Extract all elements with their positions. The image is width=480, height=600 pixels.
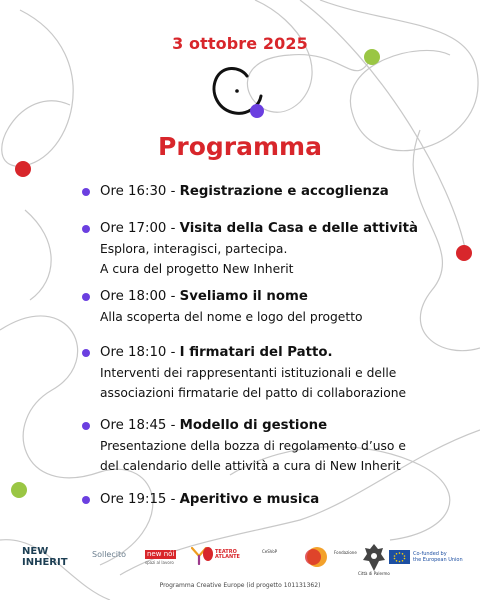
new-noi-logo-subtext: spazi al lavoro [145, 560, 174, 565]
eu-flag-icon [389, 550, 410, 564]
program-item-heading [100, 219, 422, 239]
program-time: Ore 18:45 [100, 418, 167, 433]
program-description-line: Interventi dei rappresentanti istituzionali e delle [100, 366, 397, 380]
teatro-figure-icon [203, 547, 213, 561]
program-description-line: Esplora, interagisci, partecipa. [100, 242, 288, 256]
open-circle-with-dot-icon [203, 61, 271, 123]
teatro-atlante-logo [215, 550, 240, 560]
program-time: Ore 18:10 [100, 345, 167, 360]
program-item-heading [100, 343, 422, 363]
program-separator: - [170, 492, 180, 507]
program-item [82, 416, 422, 476]
program-title: Sveliamo il nome [179, 289, 308, 304]
fondazione-logo: Fondazione [334, 550, 357, 555]
program-time: Ore 19:15 [100, 492, 167, 507]
program-description-line: associazioni firmatarie del patto di collaborazione [100, 386, 407, 400]
program-item [82, 219, 422, 279]
teatro-atlante-logo-line2: ATLANTE [215, 554, 240, 560]
program-description-line: Alla scoperta del nome e logo del progetto [100, 310, 363, 324]
program-item [82, 343, 422, 403]
sun-logo-icon [305, 545, 329, 569]
cesvop-logo: CeSVoP [262, 549, 278, 554]
program-item [82, 182, 422, 202]
decor-dot-green-bottom [11, 482, 27, 498]
program-time: Ore 17:00 [100, 221, 167, 236]
program-description-line: del calendario delle attività a cura di New Inherit [100, 459, 401, 473]
decor-dot-red-right [456, 245, 472, 261]
bullet-icon [82, 225, 90, 233]
bullet-icon [82, 422, 90, 430]
program-title: Modello di gestione [179, 418, 328, 433]
program-item-heading [100, 182, 422, 202]
program-time: Ore 18:00 [100, 289, 167, 304]
bullet-icon [82, 496, 90, 504]
program-separator: - [170, 345, 180, 360]
program-title: Registrazione e accoglienza [179, 184, 389, 199]
program-separator: - [170, 221, 180, 236]
palermo-logo-text: Città di Palermo [358, 571, 390, 576]
program-item-heading [100, 490, 422, 510]
program-description-line: Presentazione della bozza di regolamento d’uso e [100, 439, 406, 453]
eu-logo-line2: the European Union [413, 557, 463, 563]
program-description-line: A cura del progetto New Inherit [100, 262, 294, 276]
footer-project-id: Programma Creative Europe (id progetto 101131362) [159, 582, 321, 589]
new-inherit-logo-line1: NEW [22, 546, 49, 557]
program-item [82, 490, 422, 510]
program-item [82, 287, 422, 327]
bullet-icon [82, 349, 90, 357]
program-title: Visita della Casa e delle attività [179, 221, 418, 236]
new-noi-logo [145, 550, 176, 565]
palermo-crest-icon [361, 542, 387, 574]
new-noi-logo-text: new nói [147, 550, 175, 558]
program-separator: - [170, 289, 180, 304]
new-inherit-logo-line2: INHERIT [22, 557, 68, 568]
eu-logo-text [413, 551, 463, 563]
event-date: 3 ottobre 2025 [172, 34, 308, 53]
eu-logo-line1: Co-funded by [413, 551, 447, 557]
program-title: Aperitivo e musica [179, 492, 320, 507]
program-item-heading [100, 287, 422, 307]
program-separator: - [170, 418, 180, 433]
program-separator: - [170, 184, 180, 199]
teatro-atlante-logo-line1: TEATRO [215, 549, 237, 555]
program-title: I firmatari del Patto. [179, 345, 333, 360]
bullet-icon [82, 293, 90, 301]
sollecito-logo: Sollecito [92, 550, 126, 559]
bullet-icon [82, 188, 90, 196]
eu-logo [389, 550, 480, 568]
page-title: Programma [158, 132, 322, 161]
program-time: Ore 16:30 [100, 184, 167, 199]
new-inherit-logo [22, 546, 68, 568]
program-item-heading [100, 416, 422, 436]
partner-logos [22, 540, 462, 580]
decor-dot-red-left [15, 161, 31, 177]
